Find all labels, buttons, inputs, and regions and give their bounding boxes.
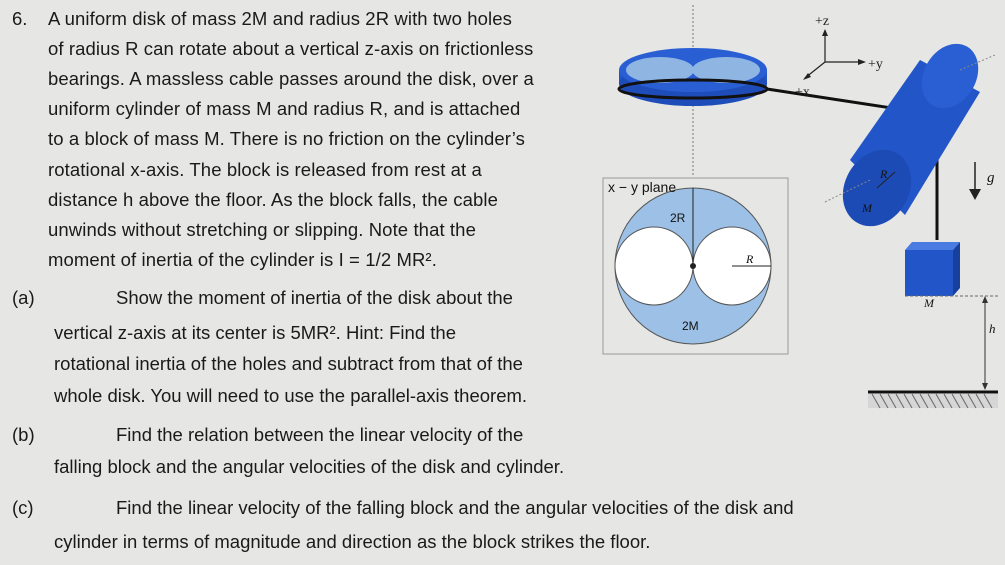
stem-line-9: moment of inertia of the cylinder is I = 1/2 MR².	[48, 249, 437, 270]
gravity-arrow-head	[969, 189, 981, 200]
height-arrow-head-bottom	[982, 383, 988, 390]
part-a-line-3: rotational inertia of the holes and subtract from that of the	[54, 353, 523, 374]
disk-mass-label: 2M	[682, 319, 699, 333]
block-mass-label: M	[924, 296, 934, 310]
axis-z-label: +z	[815, 14, 830, 29]
cylinder	[825, 34, 995, 239]
stem-line-2: of radius R can rotate about a vertical z-axis on frictionless	[48, 38, 534, 59]
part-c-line-2: cylinder in terms of magnitude and direction as the block strikes the floor.	[54, 531, 651, 552]
disk-radius-label: 2R	[670, 211, 686, 225]
part-c-line-1: Find the linear velocity of the falling block and the angular velocities of the disk and	[116, 497, 794, 518]
stem-line-8: unwinds without stretching or slipping. Note that the	[48, 219, 476, 240]
part-b-line-2: falling block and the angular velocities of the disk and cylinder.	[54, 456, 565, 477]
gravity-label: g	[987, 170, 995, 186]
part-a-line-1: Show the moment of inertia of the disk about the	[116, 287, 513, 308]
floor	[868, 392, 998, 408]
part-a-line-4: whole disk. You will need to use the parallel-axis theorem.	[54, 385, 528, 406]
part-b-line-1: Find the relation between the linear velocity of the	[116, 424, 524, 445]
rotating-disk	[619, 48, 767, 106]
block	[905, 242, 960, 296]
stem-line-7: distance h above the floor. As the block falls, the cable	[48, 189, 498, 210]
stem-line-1: A uniform disk of mass 2M and radius 2R with two holes	[48, 8, 512, 29]
axis-x-label: +x	[795, 85, 810, 100]
stem-line-6: rotational x-axis. The block is released from rest at a	[48, 159, 482, 180]
part-a-label: (a)	[12, 287, 35, 308]
cylinder-mass-label: M	[862, 201, 872, 215]
stem-line-4: uniform cylinder of mass M and radius R, and is attached	[48, 98, 521, 119]
cylinder-radius-label: R	[880, 167, 888, 181]
stem-line-3: bearings. A massless cable passes around the disk, over a	[48, 68, 534, 89]
plane-label: x − y plane	[608, 179, 677, 195]
height-arrow-head-top	[982, 296, 988, 303]
axis-y-label: +y	[868, 57, 883, 72]
coordinate-axes	[803, 29, 866, 80]
problem-number: 6.	[12, 8, 28, 29]
part-a-line-2: vertical z-axis at its center is 5MR². Hint: Find the	[54, 322, 456, 343]
part-c-label: (c)	[12, 497, 34, 518]
part-b-label: (b)	[12, 424, 35, 445]
height-label: h	[989, 321, 996, 336]
hole-radius-label: R	[746, 252, 754, 266]
stem-line-5: to a block of mass M. There is no friction on the cylinder’s	[48, 128, 525, 149]
